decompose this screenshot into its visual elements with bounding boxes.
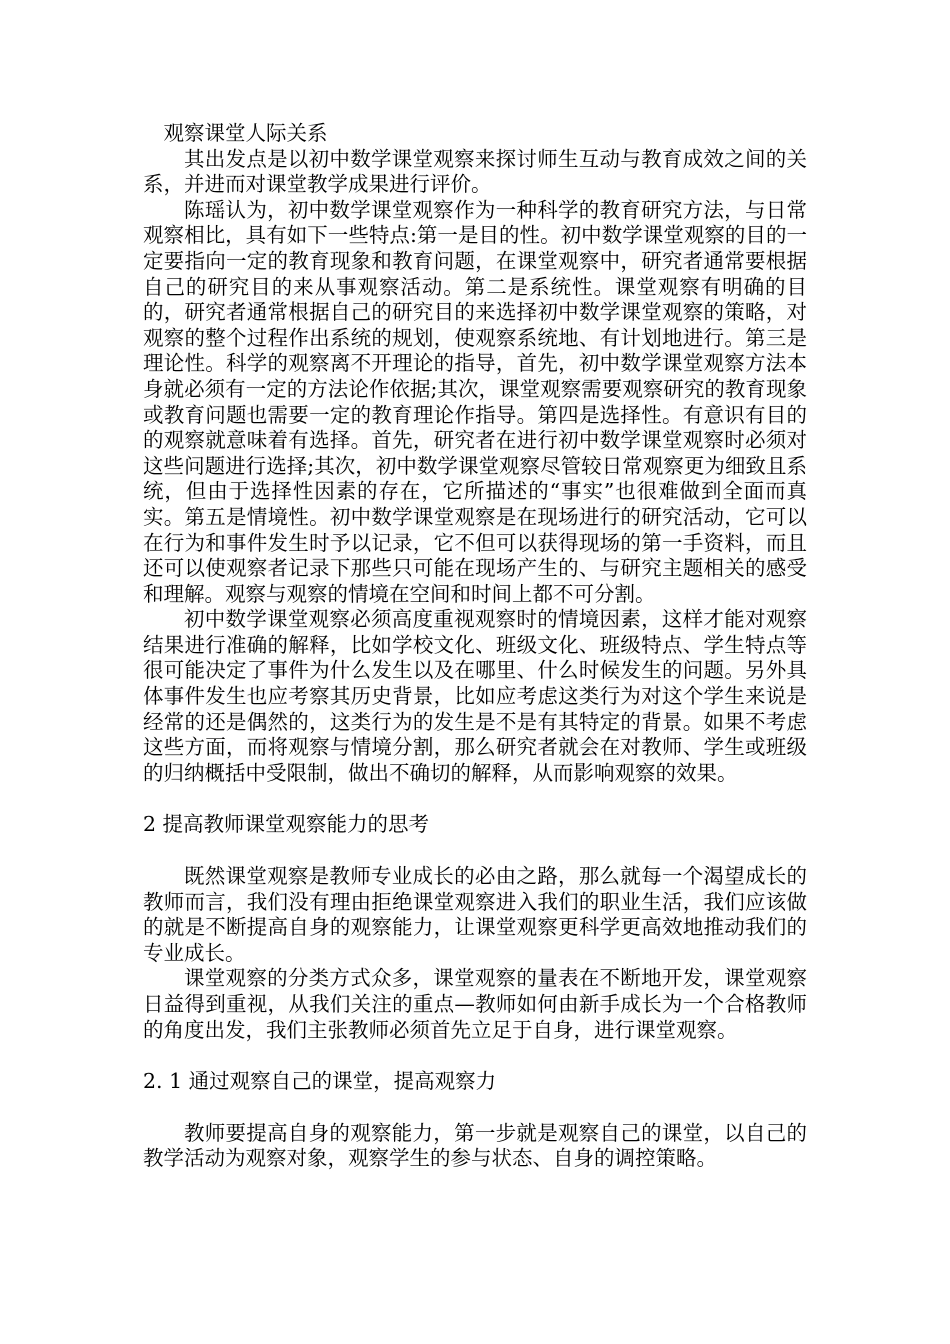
- paragraph: 既然课堂观察是教师专业成长的必由之路，那么就每一个渴望成长的教师而言，我们没有理由拒绝课堂观察进入我们的职业生活，我们应该做的就是不断提高自身的观察能力，让课堂观察更科学更高效地推动我们的专业成长。: [143, 864, 807, 965]
- paragraph: 课堂观察的分类方式众多，课堂观察的量表在不断地开发，课堂观察日益得到重视，从我们关注的重点—教师如何由新手成长为一个合格教师的角度出发，我们主张教师必须首先立足于自身，进行课堂观察。: [143, 966, 807, 1042]
- document-page: [143, 121, 807, 1172]
- section-heading: 2 提高教师课堂观察能力的思考: [143, 812, 430, 837]
- subsection-heading: 2. 1 通过观察自己的课堂，提高观察力: [143, 1069, 497, 1094]
- paragraph: 陈瑶认为，初中数学课堂观察作为一种科学的教育研究方法，与日常观察相比，具有如下一些特点:第一是目的性。初中数学课堂观察的目的一定要指向一定的教育现象和教育问题，在课堂观察中，研究者通常要根据自己的研究目的来从事观察活动。第二是系统性。课堂观察有明确的目的，研究者通常根据自己的研究目的来选择初中数学课堂观察的策略，对观察的整个过程作出系统的规划，使观察系统地、有计划地进行。第三是理论性。科学的观察离不开理论的指导，首先，初中数学课堂观察方法本身就必须有一定的方法论作依据;其次，课堂观察需要观察研究的教育现象或教育问题也需要一定的教育理论作指导。第四是选择性。有意识有目的的观察就意味着有选择。首先，研究者在进行初中数学课堂观察时必须对这些问题进行选择;其次，初中数学课堂观察尽管较日常观察更为细致且系统，但由于选择性因素的存在，它所描述的“事实”也很难做到全面而真实。第五是情境性。初中数学课堂观察是在现场进行的研究活动，它可以在行为和事件发生时予以记录，它不但可以获得现场的第一手资料，而且还可以使观察者记录下那些只可能在现场产生的、与研究主题相关的感受和理解。观察与观察的情境在空间和时间上都不可分割。: [143, 197, 807, 606]
- paragraph: 其出发点是以初中数学课堂观察来探讨师生互动与教育成效之间的关系，并进而对课堂教学成果进行评价。: [143, 146, 807, 197]
- paragraph: 初中数学课堂观察必须高度重视观察时的情境因素，这样才能对观察结果进行准确的解释，比如学校文化、班级文化、班级特点、学生特点等很可能决定了事件为什么发生以及在哪里、什么时候发生的问题。另外具体事件发生也应考察其历史背景，比如应考虑这类行为对这个学生来说是经常的还是偶然的，这类行为的发生是不是有其特定的背景。如果不考虑这些方面，而将观察与情境分割，那么研究者就会在对教师、学生或班级的归纳概括中受限制，做出不确切的解释，从而影响观察的效果。: [143, 607, 807, 785]
- section-title: 观察课堂人际关系: [163, 121, 328, 145]
- paragraph: 教师要提高自身的观察能力，第一步就是观察自己的课堂，以自己的教学活动为观察对象，观察学生的参与状态、自身的调控策略。: [143, 1120, 807, 1171]
